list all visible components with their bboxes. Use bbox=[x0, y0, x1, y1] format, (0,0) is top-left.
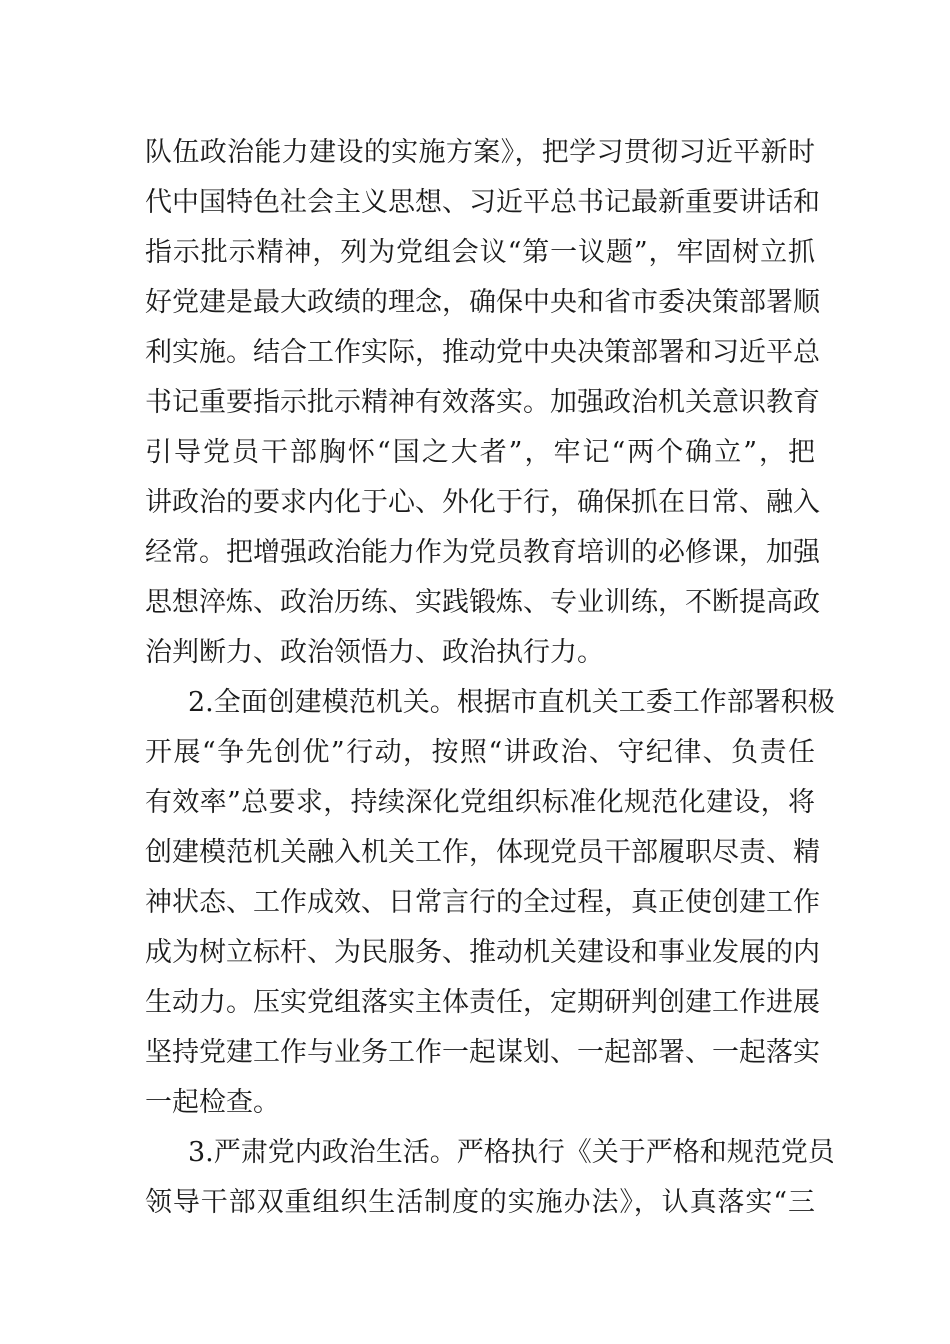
text-line: 成为树立标杆、为民服务、推动机关建设和事业发展的内 bbox=[145, 937, 820, 968]
text-line: 开展“争先创优”行动，按照“讲政治、守纪律、负责任 bbox=[145, 737, 815, 768]
text-line: 好党建是最大政绩的理念，确保中央和省市委决策部署顺 bbox=[145, 287, 820, 318]
section-2-heading-line: 2.全面创建模范机关。根据市直机关工委工作部署积极 bbox=[188, 687, 835, 718]
text-line: 治判断力、政治领悟力、政治执行力。 bbox=[145, 637, 604, 668]
text-line: 领导干部双重组织生活制度的实施办法》，认真落实“三 bbox=[145, 1187, 815, 1218]
text-line: 引导党员干部胸怀“国之大者”，牢记“两个确立”，把 bbox=[145, 437, 815, 468]
text-line: 讲政治的要求内化于心、外化于行，确保抓在日常、融入 bbox=[145, 487, 820, 518]
text-line: 神状态、工作成效、日常言行的全过程，真正使创建工作 bbox=[145, 887, 820, 918]
text-line: 一起检查。 bbox=[145, 1087, 280, 1118]
text-line: 经常。把增强政治能力作为党员教育培训的必修课，加强 bbox=[145, 537, 820, 568]
text-line: 有效率”总要求，持续深化党组织标准化规范化建设，将 bbox=[145, 787, 815, 818]
section-3-heading-line: 3.严肃党内政治生活。严格执行《关于严格和规范党员 bbox=[188, 1137, 835, 1168]
text-line: 坚持党建工作与业务工作一起谋划、一起部署、一起落实 bbox=[145, 1037, 820, 1068]
text-line: 指示批示精神，列为党组会议“第一议题”，牢固树立抓 bbox=[145, 237, 815, 268]
text-line: 利实施。结合工作实际，推动党中央决策部署和习近平总 bbox=[145, 337, 820, 368]
text-line: 创建模范机关融入机关工作，体现党员干部履职尽责、精 bbox=[145, 837, 820, 868]
text-line: 书记重要指示批示精神有效落实。加强政治机关意识教育 bbox=[145, 387, 820, 418]
text-line: 代中国特色社会主义思想、习近平总书记最新重要讲话和 bbox=[145, 187, 820, 218]
text-line: 生动力。压实党组落实主体责任，定期研判创建工作进展 bbox=[145, 987, 820, 1018]
text-line: 队伍政治能力建设的实施方案》，把学习贯彻习近平新时 bbox=[145, 137, 815, 168]
text-line: 思想淬炼、政治历练、实践锻炼、专业训练，不断提高政 bbox=[145, 587, 820, 618]
